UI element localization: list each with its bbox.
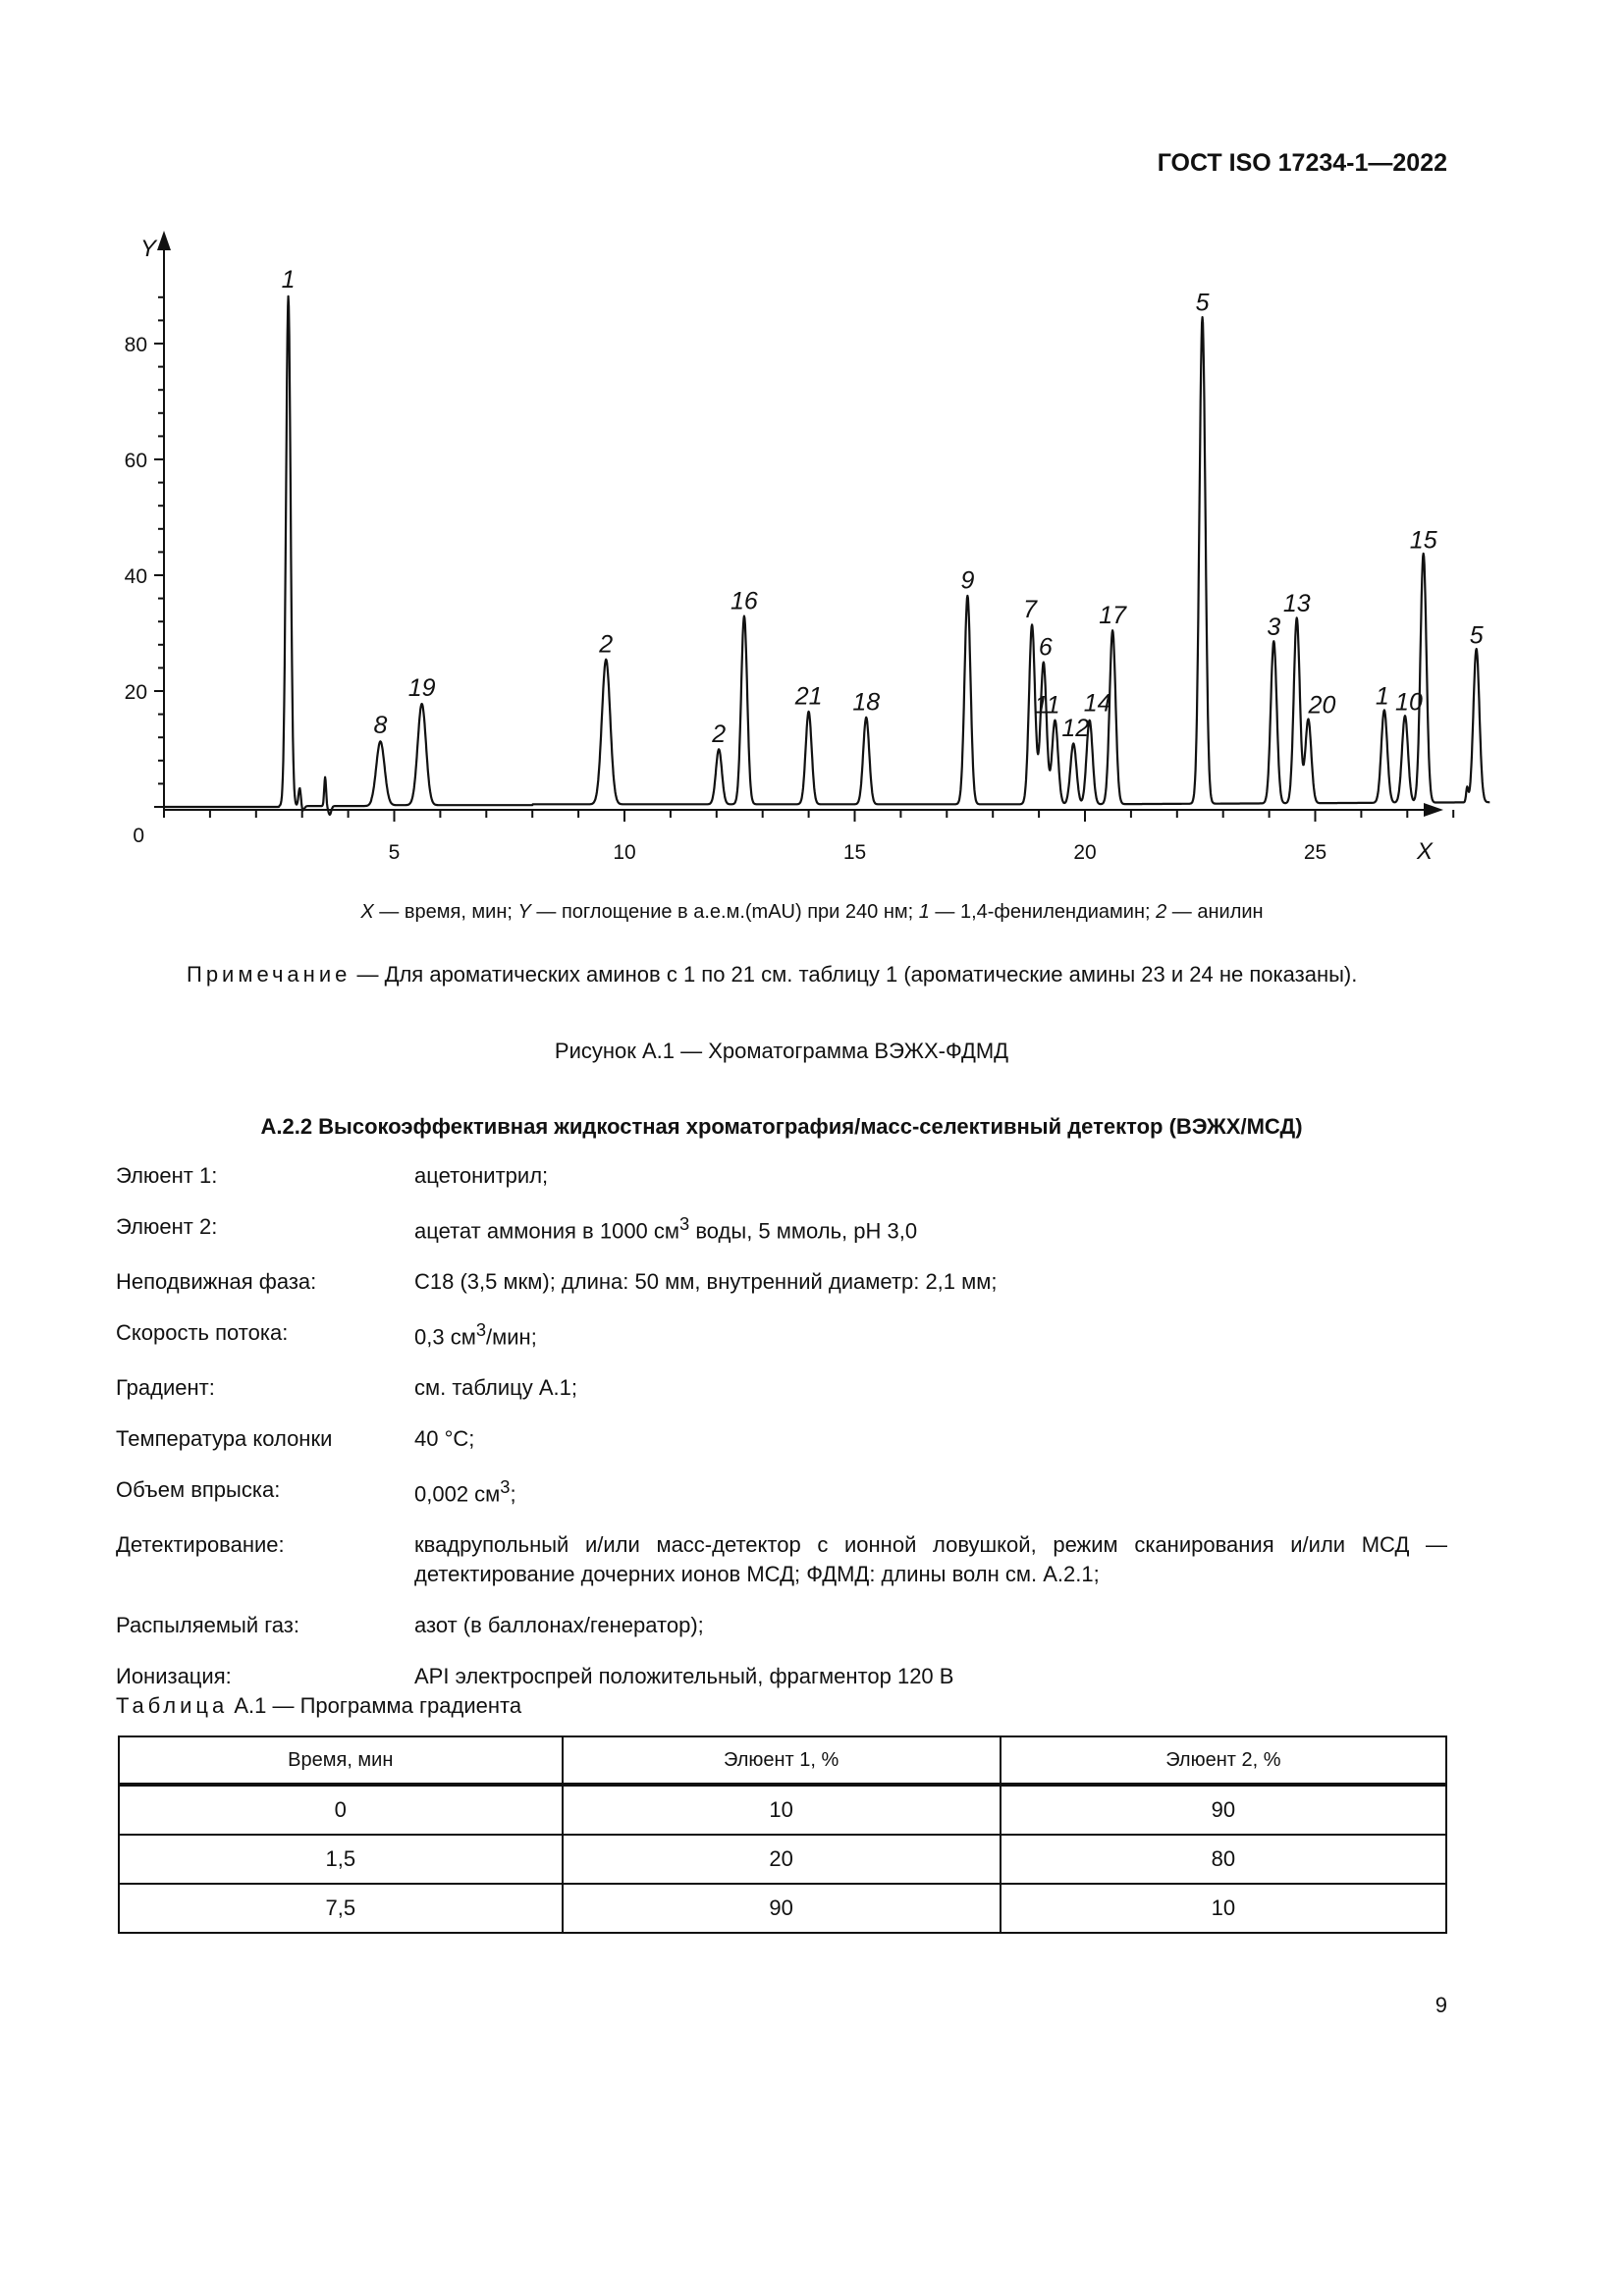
peak-labels [282,266,1484,748]
superscript: 3 [500,1476,511,1498]
legend-y-text: — поглощение в а.е.м.(mAU) при 240 нм; [530,901,919,923]
peak-label: 11 [1034,691,1060,720]
param-row-eluent1 [116,1161,1447,1191]
table-cell: 90 [563,1884,1001,1933]
peak-label: 5 [1195,289,1210,317]
figure-caption: Рисунок А.1 — Хроматограмма ВЭЖХ-ФДМД [554,1039,1009,1063]
chart-axes [140,231,1443,865]
legend-2-text: — анилин [1166,901,1264,923]
y-tick-label: 0 [133,825,144,847]
table-cell: 90 [1001,1785,1446,1835]
legend-y-symbol: Y [517,901,531,923]
x-tick-label: 20 [1073,841,1097,864]
param-value [414,1318,1447,1352]
peak-label: 15 [1409,526,1437,555]
param-row-ionization [116,1662,1447,1691]
page-number: 9 [1435,1993,1447,2017]
param-value [414,1475,1447,1509]
y-axis-arrow [157,231,171,250]
peak-label: 6 [1038,633,1053,662]
peak-label: 21 [794,682,823,711]
peak-label: 1 [281,265,296,294]
table-header-row [119,1736,1446,1785]
param-value-part: воды, 5 ммоль, pH 3,0 [689,1218,918,1244]
param-value-part: /мин; [486,1324,537,1350]
table-caption-word: Таблица [116,1693,229,1718]
peak-label: 17 [1099,602,1127,629]
table-caption-text: А.1 — Программа градиента [228,1693,522,1718]
param-label: Элюент 1: [116,1163,218,1188]
table-row [119,1884,1446,1933]
param-label: Скорость потока: [116,1320,289,1346]
peak-label: 10 [1395,688,1423,717]
document-header: ГОСТ ISO 17234-1—2022 [1157,149,1447,177]
param-value: азот (в баллонах/генератор); [414,1613,704,1638]
table-caption [116,1693,521,1719]
table-cell: 20 [563,1835,1001,1884]
table-row [119,1835,1446,1884]
legend-1-symbol: 1 [918,901,930,923]
figure-legend [118,901,1506,924]
x-tick-label: 25 [1303,841,1327,864]
peak-label: 1 [1375,682,1389,711]
peak-label: 14 [1083,689,1111,718]
param-row-gas [116,1611,1447,1640]
param-label: Ионизация: [116,1664,232,1689]
peak-label: 2 [712,720,727,748]
y-tick-label: 20 [124,681,147,704]
y-axis-ticks [125,297,164,847]
section-title: А.2.2 Высокоэффективная жидкостная хроматография/масс-селективный детектор (ВЭЖХ/МСД) [260,1114,1303,1139]
table-row [119,1785,1446,1835]
peak-label: 7 [1023,596,1038,624]
y-tick-label: 60 [124,450,147,472]
peak-label: 9 [960,566,975,595]
param-row-temperature [116,1424,1447,1454]
figure-note [116,960,1447,990]
superscript: 3 [679,1212,690,1234]
parameter-list [116,1161,1447,1713]
param-value: C18 (3,5 мкм); длина: 50 мм, внутренний диаметр: 2,1 мм; [414,1269,998,1295]
peak-label: 8 [373,712,388,740]
table-cell: 7,5 [119,1884,563,1933]
peak-label: 5 [1469,621,1484,650]
x-axis-name: X [1417,838,1434,865]
peak-label: 19 [407,673,436,702]
param-value: см. таблицу А.1; [414,1375,577,1401]
table-cell: 0 [119,1785,563,1835]
peak-label: 2 [599,630,614,659]
param-label: Объем впрыска: [116,1477,281,1503]
param-label: Неподвижная фаза: [116,1269,317,1295]
param-value [414,1212,1447,1246]
y-tick-label: 40 [124,565,147,588]
note-word: Примечание [187,962,352,987]
legend-x-symbol: X [360,901,374,923]
x-axis-arrow [1424,803,1443,817]
legend-x-text: — время, мин; [373,901,518,923]
param-value: API электроспрей положительный, фрагментор 120 В [414,1664,954,1689]
table-cell: 1,5 [119,1835,563,1884]
peak-label: 12 [1061,715,1090,743]
chromatogram-chart [93,221,1484,888]
table-cell: 80 [1001,1835,1446,1884]
column-header: Элюент 1, % [563,1736,1001,1785]
param-value: квадрупольный и/или масс-детектор с ионной ловушкой, режим сканирования и/или МСД — детектирование дочерних ионов МСД; ФДМД: длины волн см. А.2.1; [414,1532,1447,1587]
param-row-volume [116,1475,1447,1509]
gradient-table [118,1735,1447,1934]
param-row-detection [116,1530,1447,1589]
table-cell: 10 [1001,1884,1446,1933]
param-value-part: ; [510,1481,516,1507]
x-tick-label: 15 [842,841,867,864]
superscript: 3 [475,1319,487,1341]
param-value: ацетонитрил; [414,1163,549,1188]
param-row-flow [116,1318,1447,1352]
param-label: Температура колонки [116,1426,333,1452]
peak-label: 3 [1267,613,1281,641]
y-tick-label: 80 [124,334,147,356]
param-label: Детектирование: [116,1532,285,1558]
chromatogram-trace [164,296,1489,815]
legend-2-symbol: 2 [1156,901,1167,923]
param-label: Элюент 2: [116,1213,218,1239]
param-label: Градиент: [116,1375,215,1401]
param-value-part: ацетат аммония в 1000 см [414,1218,680,1244]
y-axis-name: Y [140,236,157,262]
x-tick-label: 5 [388,841,401,864]
peak-label: 20 [1308,691,1336,720]
peak-label: 18 [852,688,881,717]
param-label: Распыляемый газ: [116,1613,299,1638]
peak-label: 13 [1282,590,1311,618]
x-axis-ticks [164,810,1453,864]
param-value-part: 0,002 см [414,1481,501,1507]
legend-1-text: — 1,4-фенилендиамин; [929,901,1157,923]
param-row-phase [116,1267,1447,1297]
x-tick-label: 10 [613,841,636,864]
param-value-part: 0,3 см [414,1324,476,1350]
param-value: 40 °С; [414,1426,475,1452]
param-row-gradient [116,1373,1447,1403]
param-row-eluent2 [116,1212,1447,1246]
column-header: Элюент 2, % [1001,1736,1446,1785]
peak-label: 16 [731,587,758,615]
column-header: Время, мин [119,1736,563,1785]
table-cell: 10 [563,1785,1001,1835]
note-text: — Для ароматических аминов с 1 по 21 см. таблицу 1 (ароматические амины 23 и 24 не показаны). [351,962,1358,987]
